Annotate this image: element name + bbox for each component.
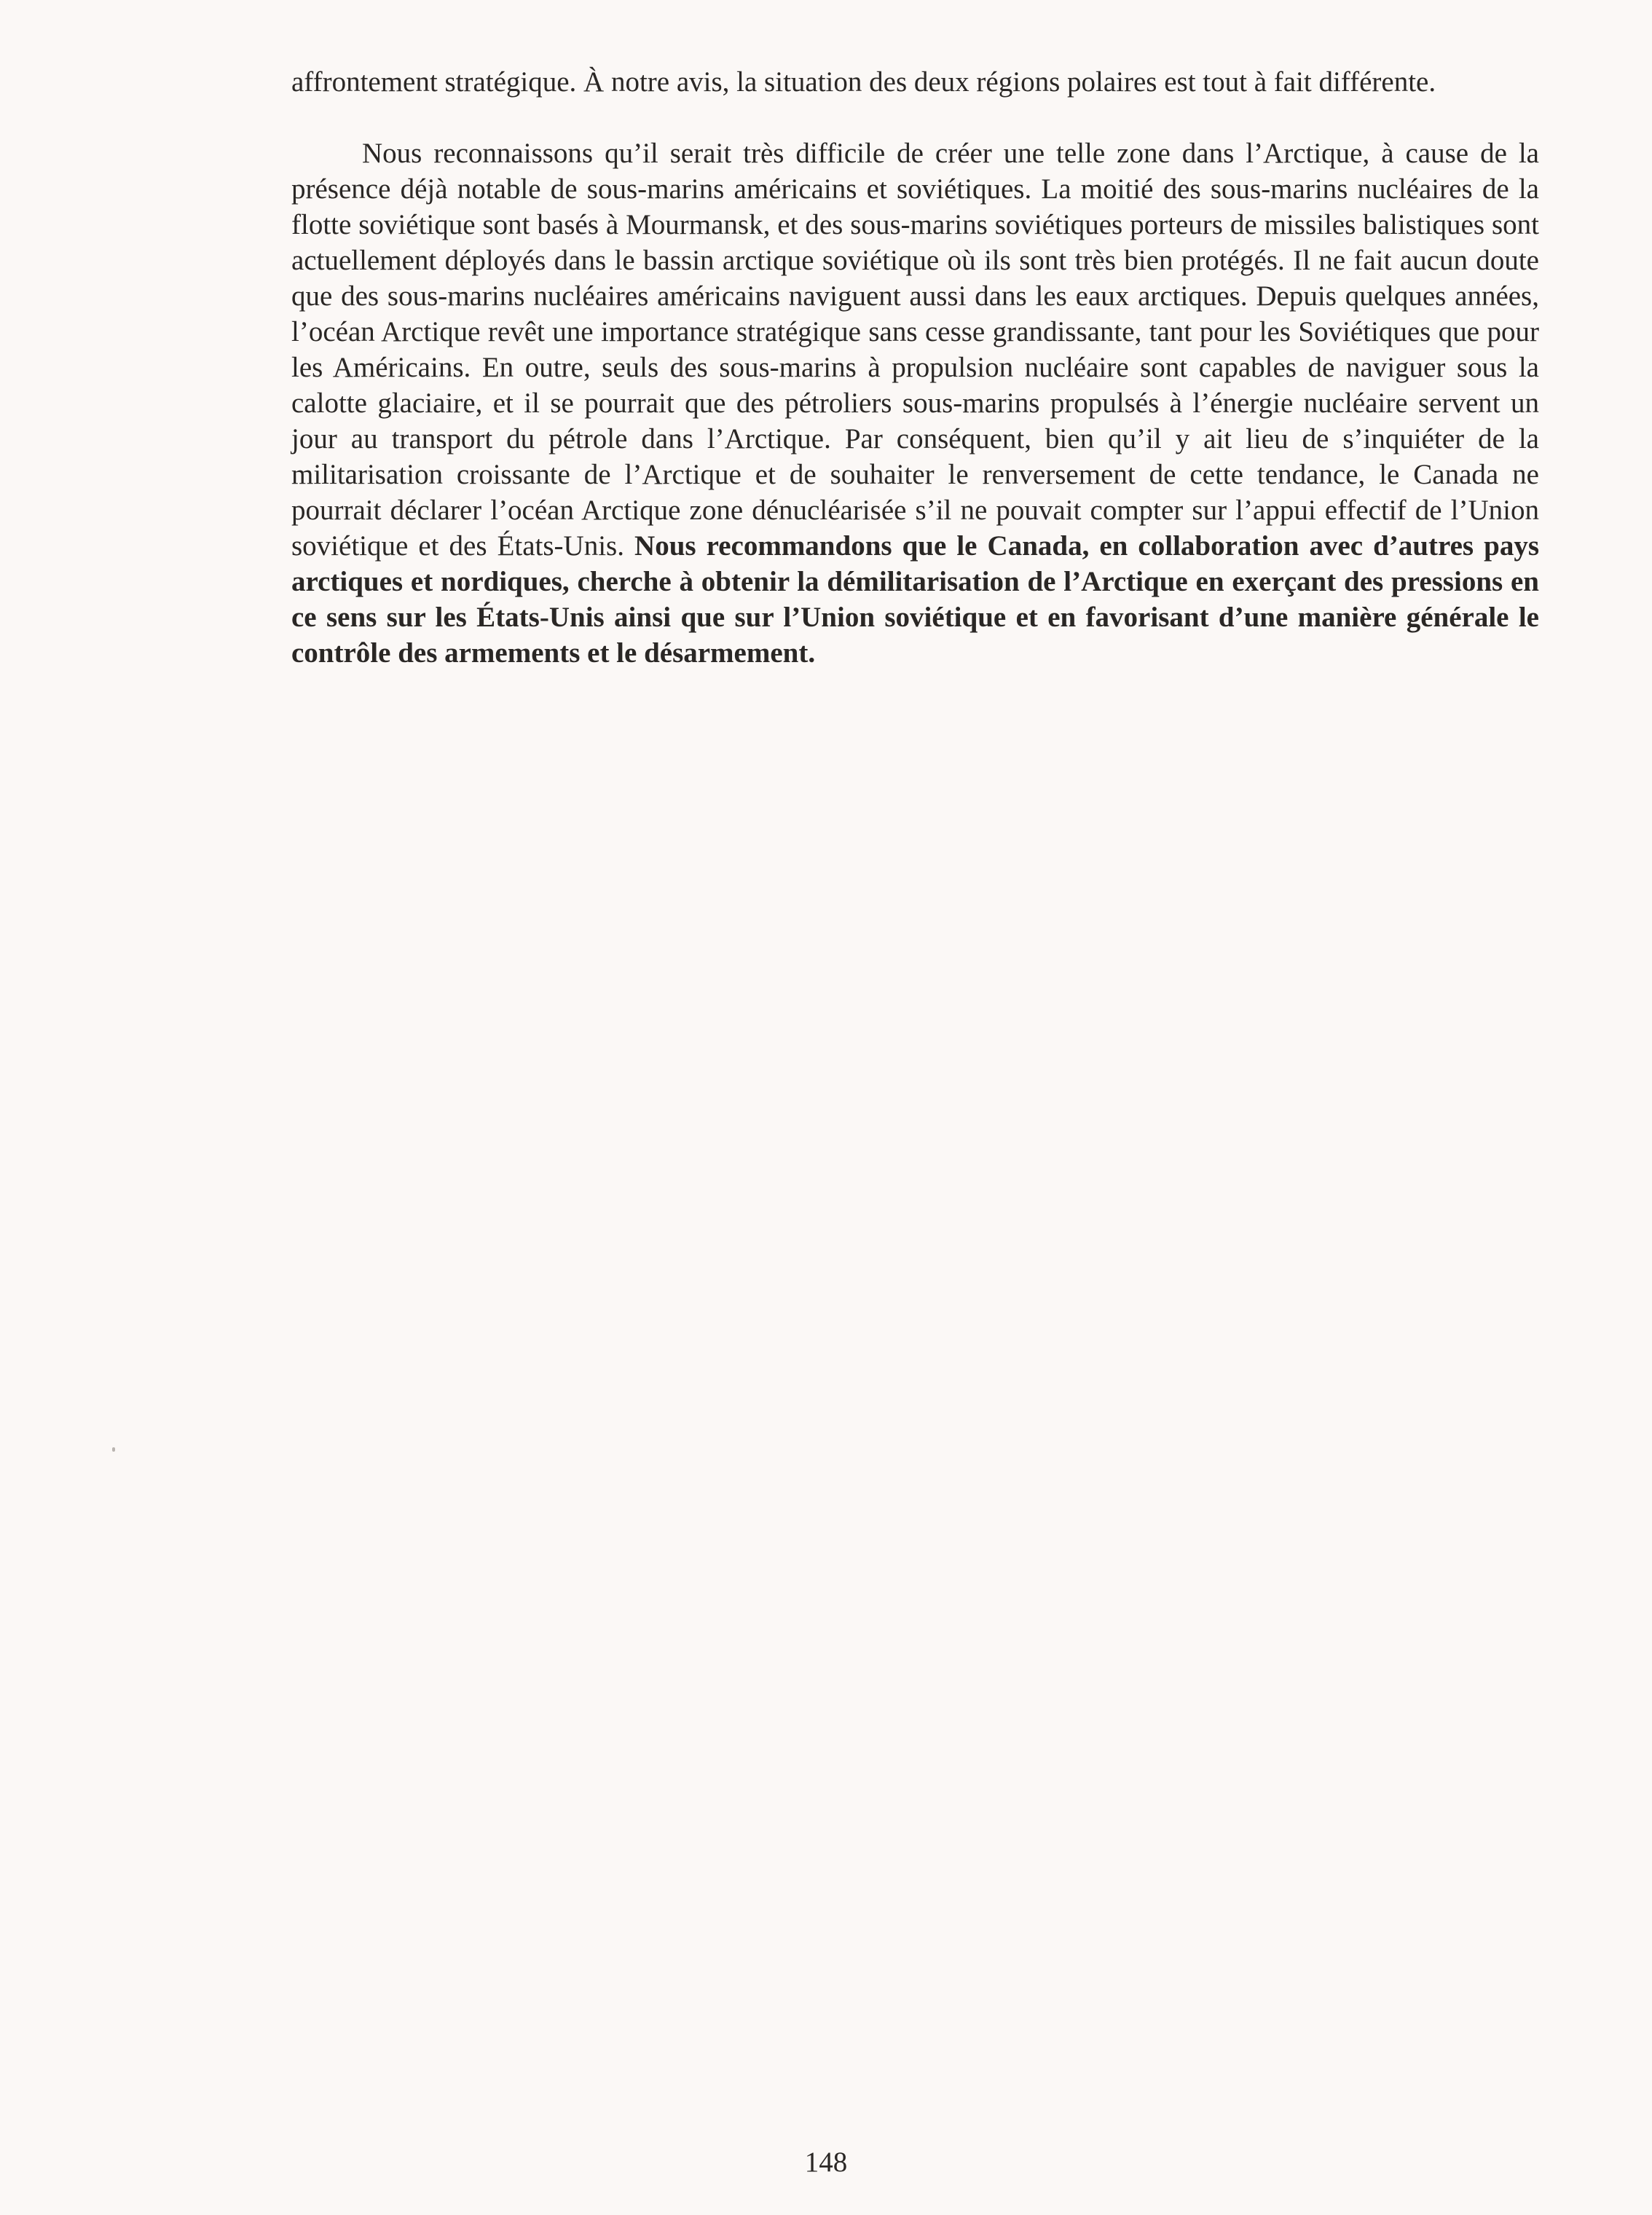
paper-speck bbox=[112, 1447, 115, 1452]
paragraph-2-regular-text: Nous reconnaissons qu’il serait très difficile de créer une telle zone dans l’Arctique, à cause de la présence déjà notable de sous-marins américains et soviétiques. La moitié des sous-marins nucléaires de la flotte soviétique sont basés à Mourmansk, et des sous-marins soviétiques porteurs de missiles balistiques sont actuellement déployés dans le bassin arctique soviétique où ils sont très bien protégés. Il ne fait aucun doute que des sous-marins nucléaires américains naviguent aussi dans les eaux arctiques. Depuis quelques années, l’océan Arctique revêt une importance stratégique sans cesse grandissante, tant pour les Soviétiques que pour les Américains. En outre, seuls des sous-marins à propulsion nucléaire sont capables de naviguer sous la calotte glaciaire, et il se pourrait que des pétroliers sous-marins propulsés à l’énergie nucléaire servent un jour au transport du pétrole dans l’Arctique. Par conséquent, bien qu’il y ait lieu de s’inquiéter de la militarisation croissante de l’Arctique et de souhaiter le renversement de cette tendance, le Canada ne pourrait déclarer l’océan Arctique zone dénucléarisée s’il ne pouvait compter sur l’appui effectif de l’Union soviétique et des États-Unis. bbox=[291, 138, 1539, 562]
paragraph-2 bbox=[291, 135, 1539, 671]
page-number: 148 bbox=[804, 2147, 848, 2178]
recommendation-bold-text: Nous recommandons que le Canada, en collaboration avec d’autres pays arctiques et nordiques, cherche à obtenir la démilitarisation de l’Arctique en exerçant des pressions en ce sens sur les États-Unis ainsi que sur l’Union soviétique et en favorisant d’une manière générale le contrôle des armements et le désarmement. bbox=[291, 530, 1539, 669]
body-text bbox=[291, 64, 1539, 671]
paragraph-1: affrontement stratégique. À notre avis, la situation des deux régions polaires est tout à fait différente. bbox=[291, 66, 1436, 98]
